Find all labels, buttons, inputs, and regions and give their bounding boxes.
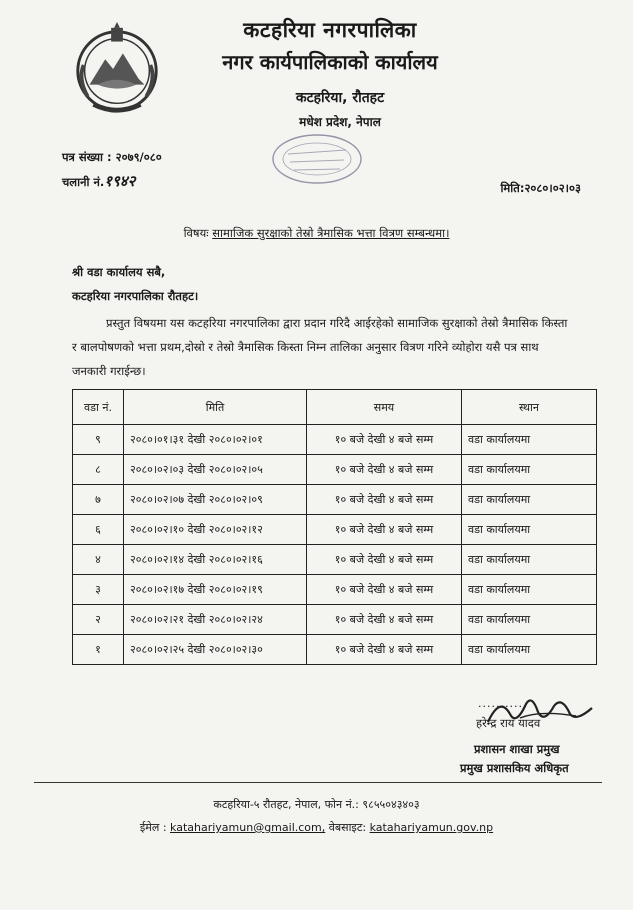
header-place: स्थान xyxy=(462,390,597,425)
table-row xyxy=(73,545,597,575)
cell-date: २०८०।०२।२५ देखी २०८०।०२।३० xyxy=(124,635,307,665)
website-label: वेबसाइट: xyxy=(328,821,367,834)
cell-place: वडा कार्यालयमा xyxy=(462,455,597,485)
cell-date: २०८०।०२।०७ देखी २०८०।०२।०९ xyxy=(124,485,307,515)
office-name: नगर कार्यपालिकाको कार्यालय xyxy=(222,50,438,74)
org-name: कटहरिया नगरपालिका xyxy=(243,18,417,42)
signature-dots: ........... xyxy=(478,697,528,710)
cell-time: १० बजे देखी ४ बजे सम्म xyxy=(307,425,462,455)
footer-address: कटहरिया-५ रौतहट, नेपाल, फोन नं.: ९८५५०४३४०३ xyxy=(213,798,420,811)
table-row xyxy=(73,605,597,635)
header-ward: वडा नं. xyxy=(73,390,124,425)
cell-place: वडा कार्यालयमा xyxy=(462,635,597,665)
cell-place: वडा कार्यालयमा xyxy=(462,485,597,515)
patra-sankhya: पत्र संख्या : २०७९/०८० xyxy=(62,150,162,164)
cell-ward: ४ xyxy=(73,545,124,575)
table-row xyxy=(73,515,597,545)
cell-date: २०८०।०२।१४ देखी २०८०।०२।१६ xyxy=(124,545,307,575)
header-time: समय xyxy=(307,390,462,425)
cell-place: वडा कार्यालयमा xyxy=(462,605,597,635)
cell-date: २०८०।०२।०३ देखी २०८०।०२।०५ xyxy=(124,455,307,485)
footer-contact xyxy=(0,820,633,835)
website-link[interactable]: katahariyamun.gov.np xyxy=(369,821,494,834)
cell-ward: २ xyxy=(73,605,124,635)
cell-date: २०८०।०२।१० देखी २०८०।०२।१२ xyxy=(124,515,307,545)
addressee-line1: श्री वडा कार्यालय सबै, xyxy=(72,265,166,279)
letter-body: प्रस्तुत विषयमा यस कटहरिया नगरपालिका द्वारा प्रदान गरिदै आईरहेको सामाजिक सुरक्षाको तेस्रो त्रैमासिक किस्ता र बालपोषणको भत्ता प्रथम,दोस्रो र तेस्रो त्रैमासिक किस्ता निम्न तालिका अनुसार वित्रण गरिने व्योहोरा यसै पत्र साथ जनकारी गराईन्छ। xyxy=(72,316,568,378)
addressee-line2: कटहरिया नगरपालिका रौतहट। xyxy=(72,289,199,303)
distribution-schedule-table xyxy=(72,389,597,665)
government-emblem-icon xyxy=(68,20,166,118)
chalani-value: १९४२ xyxy=(104,172,136,190)
chalani-label: चलानी नं. xyxy=(62,175,105,189)
cell-ward: १ xyxy=(73,635,124,665)
signatory-name: हरेन्द्र राय यादव xyxy=(476,716,541,730)
subject-label: विषयः xyxy=(183,226,209,240)
cell-date: २०८०।०२।१७ देखी २०८०।०२।१९ xyxy=(124,575,307,605)
province: मधेश प्रदेश, नेपाल xyxy=(299,115,381,129)
subject-text: सामाजिक सुरक्षाको तेस्रो त्रैमासिक भत्ता वित्रण सम्बन्धमा। xyxy=(212,226,450,240)
header-date: मिति xyxy=(124,390,307,425)
cell-time: १० बजे देखी ४ बजे सम्म xyxy=(307,485,462,515)
table-row xyxy=(73,635,597,665)
letter-date: मिति:२०८०।०२।०३ xyxy=(500,181,581,195)
cell-ward: ९ xyxy=(73,425,124,455)
subject-line xyxy=(0,226,633,241)
table-row xyxy=(73,485,597,515)
cell-date: २०८०।०२।२१ देखी २०८०।०२।२४ xyxy=(124,605,307,635)
cell-time: १० बजे देखी ४ बजे सम्म xyxy=(307,575,462,605)
footer-divider xyxy=(34,782,602,783)
cell-ward: ३ xyxy=(73,575,124,605)
cell-time: १० बजे देखी ४ बजे सम्म xyxy=(307,635,462,665)
email-label: ईमेल : xyxy=(139,821,167,834)
cell-time: १० बजे देखी ४ बजे सम्म xyxy=(307,545,462,575)
place: कटहरिया, रौतहट xyxy=(295,90,385,106)
cell-date: २०८०।०१।३१ देखी २०८०।०२।०१ xyxy=(124,425,307,455)
cell-place: वडा कार्यालयमा xyxy=(462,515,597,545)
table-row xyxy=(73,575,597,605)
signatory-designation-2: प्रमुख प्रशासकिय अधिकृत xyxy=(460,761,569,775)
cell-place: वडा कार्यालयमा xyxy=(462,575,597,605)
cell-time: १० बजे देखी ४ बजे सम्म xyxy=(307,455,462,485)
table-row xyxy=(73,425,597,455)
cell-time: १० बजे देखी ४ बजे सम्म xyxy=(307,605,462,635)
cell-ward: ७ xyxy=(73,485,124,515)
table-header-row xyxy=(73,390,597,425)
email-link[interactable]: katahariyamun@gmail.com, xyxy=(170,821,326,834)
cell-ward: ६ xyxy=(73,515,124,545)
chalani-number xyxy=(62,171,135,191)
cell-ward: ८ xyxy=(73,455,124,485)
signatory-designation: प्रशासन शाखा प्रमुख xyxy=(474,742,560,756)
table-row xyxy=(73,455,597,485)
cell-place: वडा कार्यालयमा xyxy=(462,545,597,575)
cell-time: १० बजे देखी ४ बजे सम्म xyxy=(307,515,462,545)
cell-place: वडा कार्यालयमा xyxy=(462,425,597,455)
office-stamp-icon xyxy=(262,130,372,188)
